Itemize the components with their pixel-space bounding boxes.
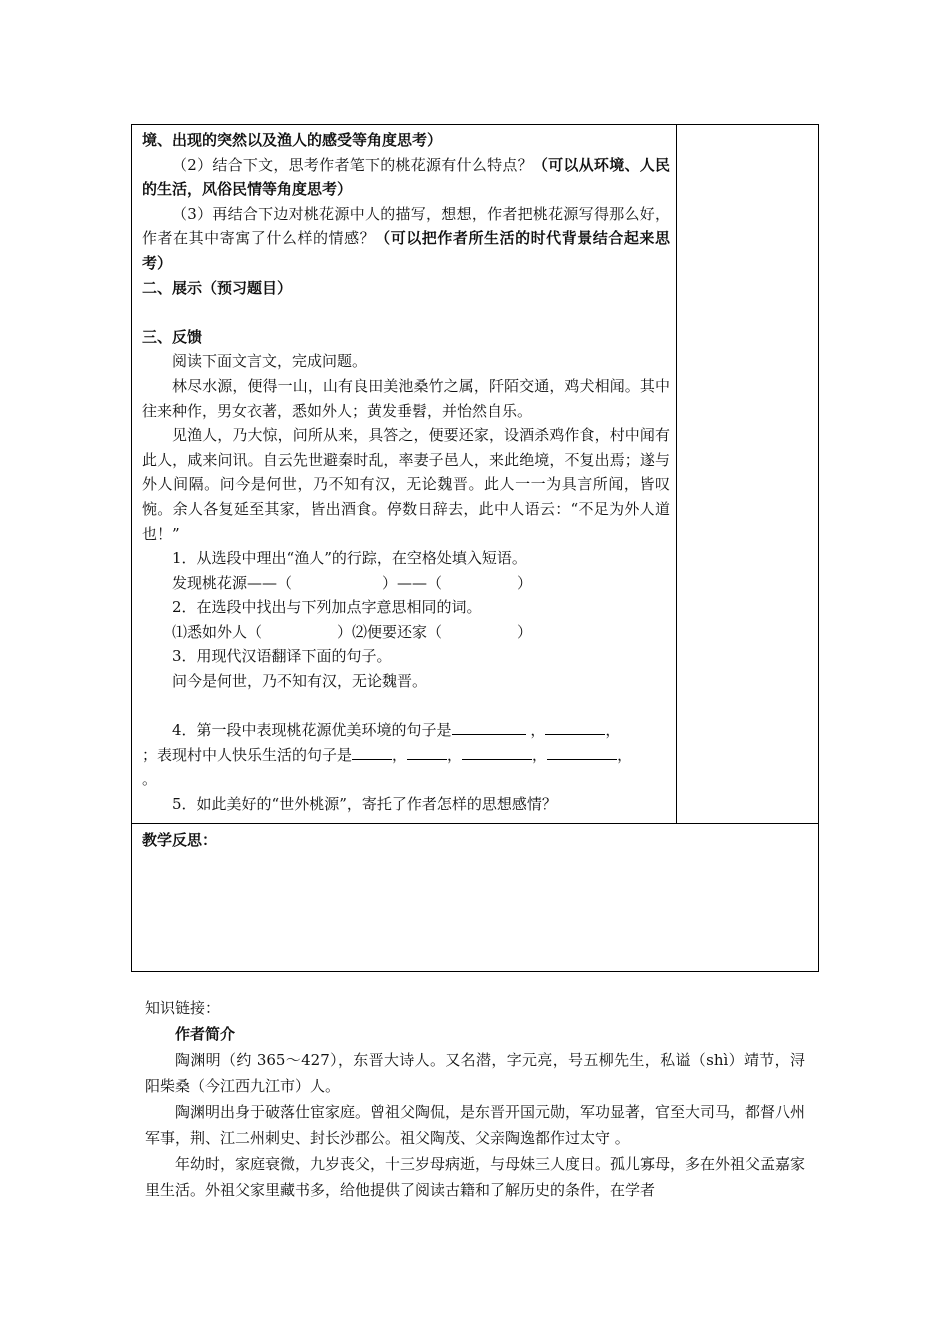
- exercise-5: 5．如此美好的“世外桃源”，寄托了作者怎样的思想感情？: [172, 795, 557, 814]
- answer-blank[interactable]: [462, 744, 532, 760]
- exercise-3: 3．用现代汉语翻译下面的句子。: [172, 647, 392, 666]
- exercise-4-line-1: 4．第一段中表现桃花源优美环境的句子是 ， ，: [172, 721, 621, 740]
- exercise-1-blanks: 发现桃花源——（ ）——（ ）: [172, 573, 533, 592]
- exercise-2: 2．在选段中找出与下列加点字意思相同的词。: [172, 598, 482, 617]
- knowledge-section: [145, 995, 825, 1203]
- exercise-4-line-2: ；表现村中人快乐生活的句子是 ， ， ， ，: [142, 745, 633, 764]
- exercise-1: 1．从选段中理出“渔人”的行踪，在空格处填入短语。: [172, 549, 527, 568]
- author-paragraph-3: 年幼时，家庭衰微，九岁丧父，十三岁母病逝，与母妹三人度日。孤儿寡母，多在外祖父孟嘉家里生活。外祖父家里藏书多，给他提供了阅读古籍和了解历史的条件，在学者: [145, 1155, 806, 1199]
- question-3: （3）再结合下边对桃花源中人的描写，想想，作者把桃花源写得那么好，作者在其中寄寓了什么样的情感？（可以把作者所生活的时代背景结合起来思考）: [142, 204, 670, 272]
- author-intro-heading: 作者简介: [175, 1025, 236, 1043]
- knowledge-heading: 知识链接：: [145, 999, 221, 1017]
- exercise-4-end: 。: [142, 770, 158, 789]
- lesson-table: [131, 124, 819, 972]
- author-paragraph-1: 陶渊明（约 365～427），东晋大诗人。又名潜，字元亮，号五柳先生，私谥（shì）靖节，浔阳柴桑（今江西九江市）人。: [145, 1051, 805, 1095]
- column-divider: [676, 125, 677, 823]
- answer-blank[interactable]: [545, 719, 605, 735]
- answer-blank[interactable]: [352, 744, 392, 760]
- section-display-heading: 二、展示（预习题目）: [142, 278, 293, 297]
- teaching-reflection-label: 教学反思：: [142, 831, 218, 849]
- answer-blank[interactable]: [452, 719, 526, 735]
- exercise-3-sentence: 问今是何世，乃不知有汉，无论魏晋。: [172, 672, 428, 691]
- passage-paragraph-2: 见渔人，乃大惊，问所从来，具答之，便要还家，设酒杀鸡作食，村中闻有此人，咸来问讯。自云先世避秦时乱，率妻子邑人，来此绝境，不复出焉；遂与外人间隔。问今是何世，乃不知有汉，无论魏晋。此人一一为具言所闻，皆叹惋。余人各复延至其家，皆出酒食。停数日辞去，此中人语云：“不足为外人道也！”: [142, 426, 670, 543]
- reading-instruction: 阅读下面文言文，完成问题。: [172, 352, 368, 371]
- question-2: （2）结合下文，思考作者笔下的桃花源有什么特点？（可以从环境、人民的生活，风俗民情等角度思考）: [142, 155, 670, 199]
- answer-blank[interactable]: [547, 744, 617, 760]
- question-1-tail: 境、出现的突然以及渔人的感受等角度思考）: [142, 131, 443, 149]
- passage-paragraph-1: 林尽水源，便得一山，山有良田美池桑竹之属，阡陌交通，鸡犬相闻。其中往来种作，男女衣著，悉如外人；黄发垂髫，并怡然自乐。: [142, 376, 670, 420]
- answer-blank[interactable]: [407, 744, 447, 760]
- section-feedback-heading: 三、反馈: [142, 327, 203, 346]
- row-divider: [132, 823, 818, 824]
- author-paragraph-2: 陶渊明出身于破落仕宦家庭。曾祖父陶侃，是东晋开国元勋，军功显著，官至大司马，都督八州军事，荆、江二州刺史、封长沙郡公。祖父陶茂、父亲陶逸都作过太守 。: [145, 1103, 806, 1147]
- exercise-2-items: ⑴悉如外人（ ）⑵便要还家（ ）: [172, 622, 533, 641]
- main-cell: [142, 125, 670, 817]
